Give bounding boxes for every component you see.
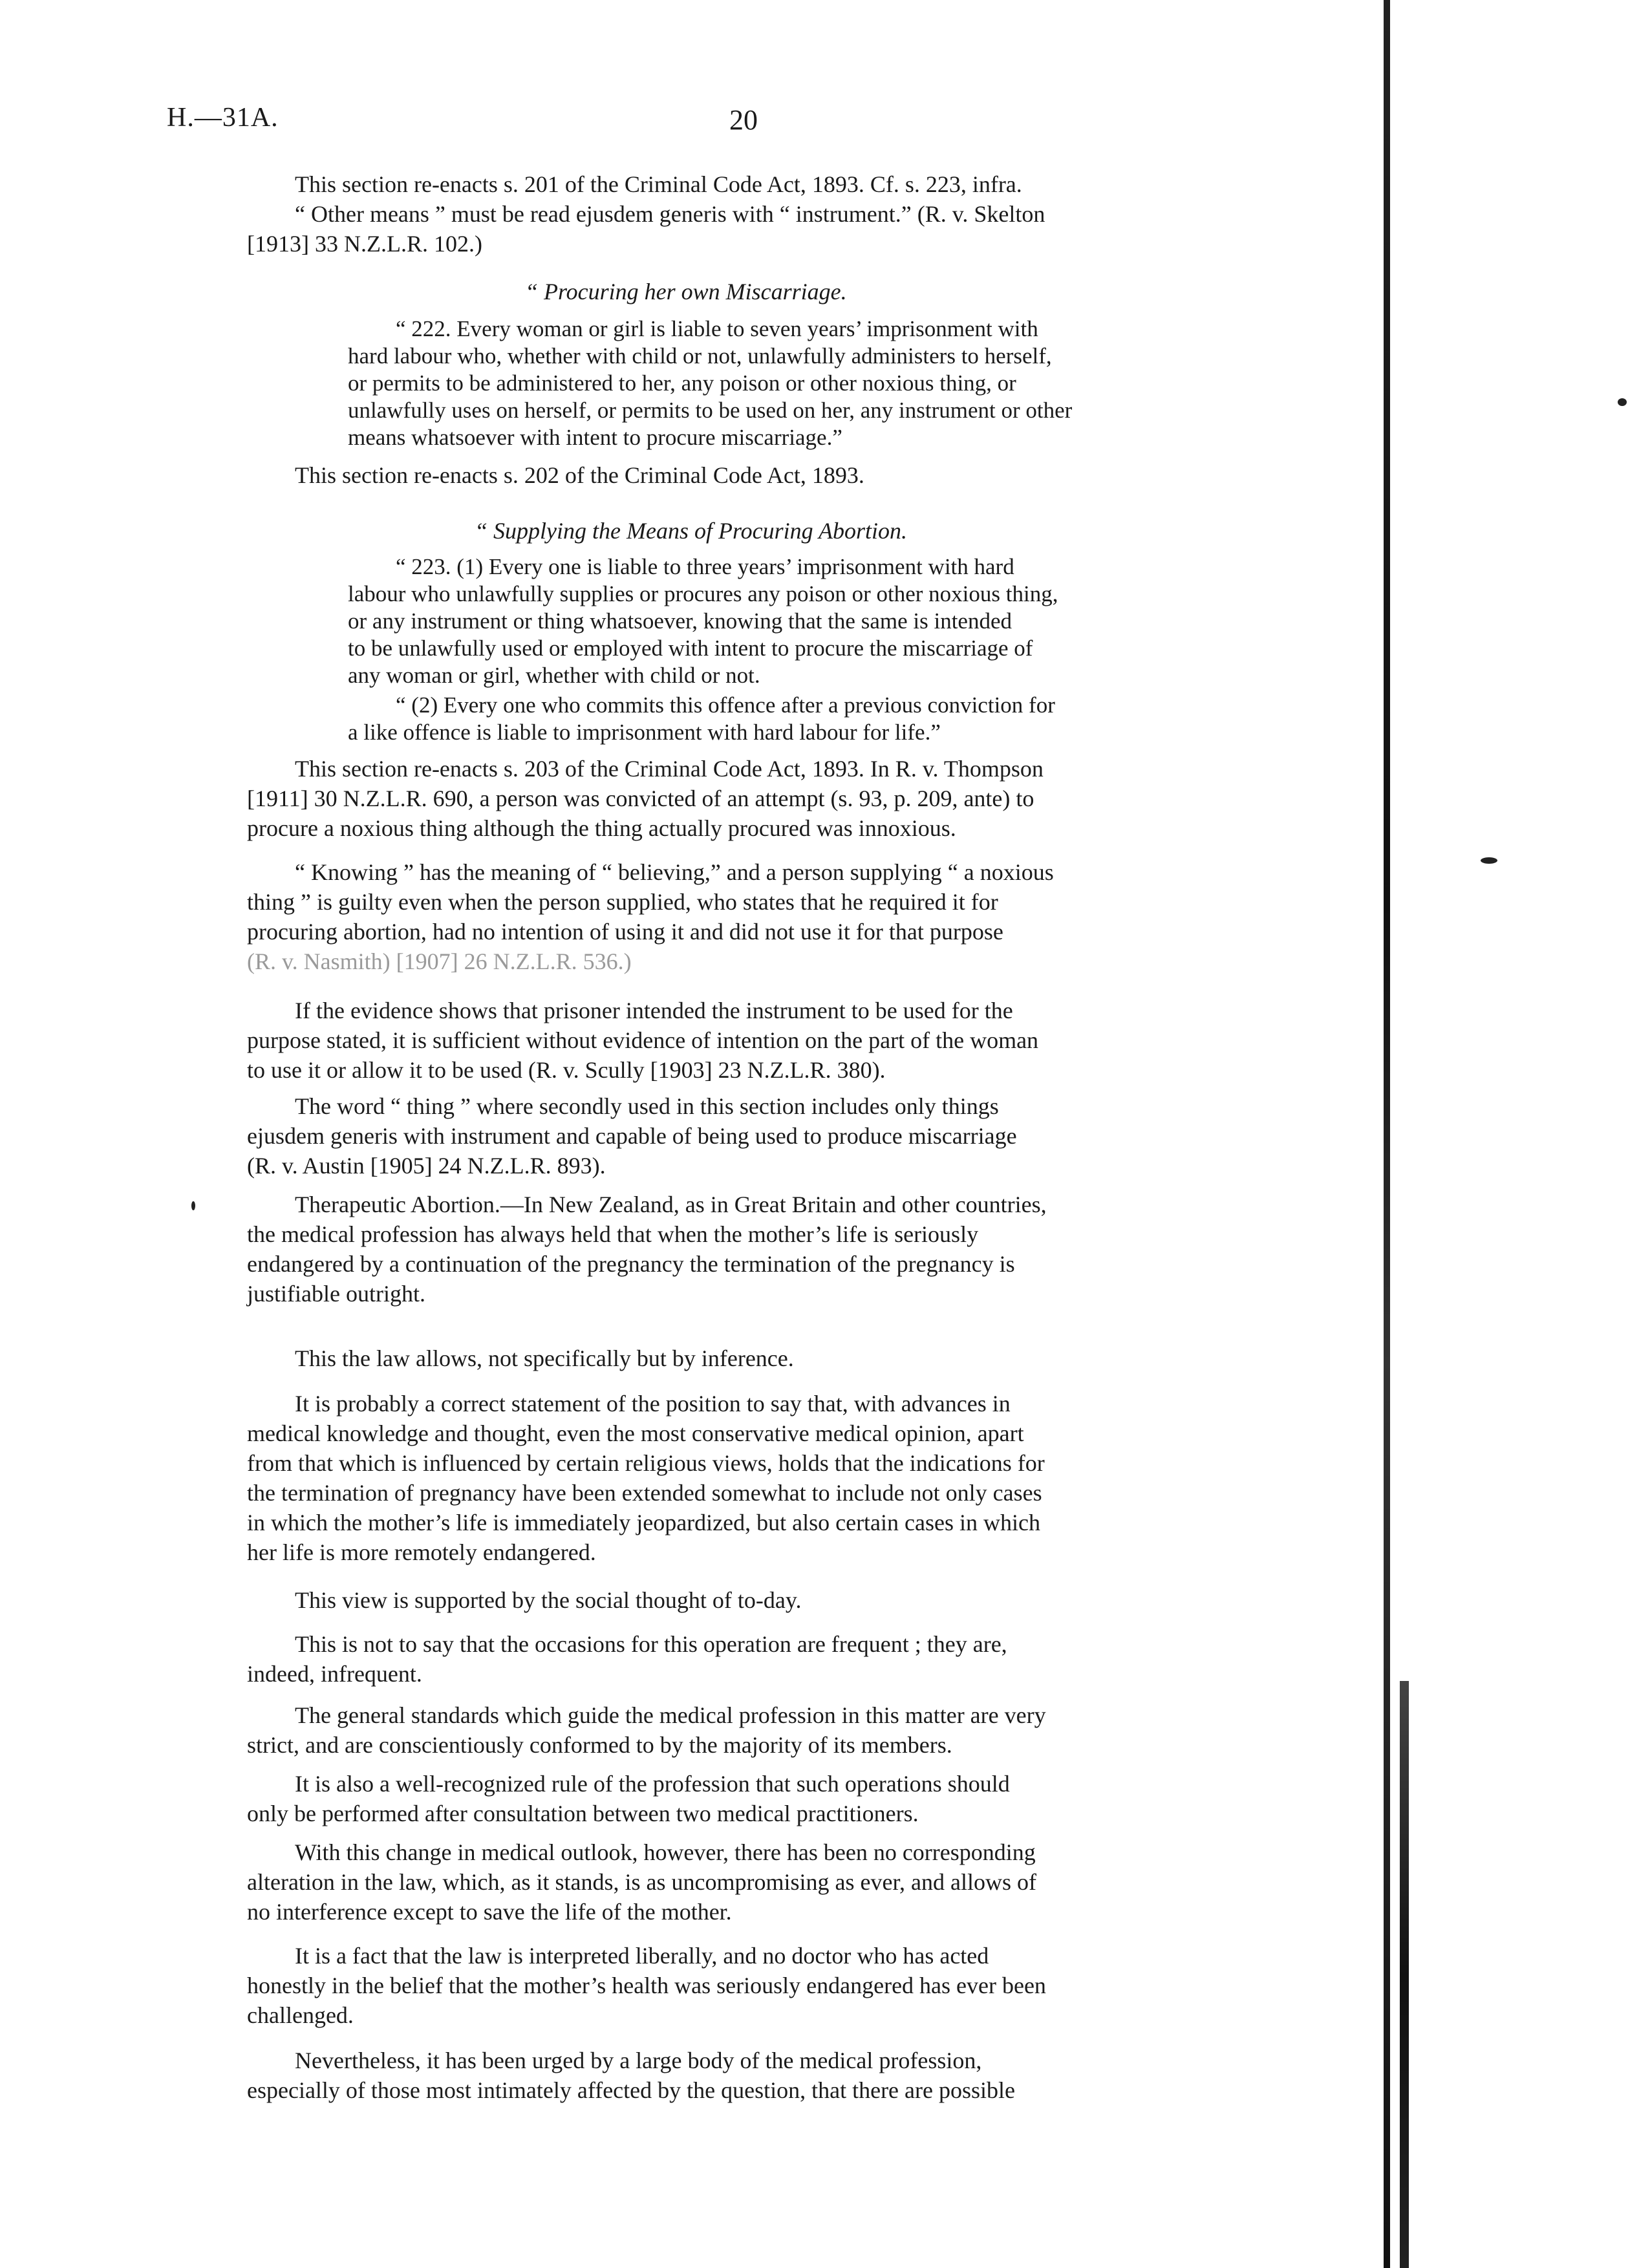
heading-supplying-means: “ Supplying the Means of Procuring Abortion.	[475, 518, 907, 544]
paragraph-s223-note: This section re-enacts s. 203 of the Criminal Code Act, 1893. In R. v. Thompson [1911] 30 N.Z.L.R. 690, a person was convicted of an attempt (s. 93, p. 209, ante) to procure a noxious thing although the thing actually procured was innoxious.	[247, 756, 1044, 841]
section-222-text: “ 222. Every woman or girl is liable to seven years’ imprisonment with hard labour who, whether with child or not, unlawfully administers to herself, or permits to be administered to her, any poison or other noxious thing, or unlawfully uses on herself, or permits to be used on her, any instrument or other means whatsoever with intent to procure miscarriage.”	[348, 316, 1073, 450]
paragraph-medical-opinion: It is probably a correct statement of the position to say that, with advances in medical knowledge and thought, even the most conservative medical opinion, apart from that which is influenced by certain religious views, holds that the indications for the termination of pregnancy have been extended somewhat to include not only cases in which the mother’s life is immediately jeopardized, but also certain cases in which her life is more remotely endangered.	[247, 1391, 1045, 1565]
scan-edge-shadow-lower	[1400, 1681, 1409, 2268]
heading-procuring-own-miscarriage: “ Procuring her own Miscarriage.	[525, 279, 847, 305]
page-number: 20	[729, 104, 758, 136]
section-223-1-text: “ 223. (1) Every one is liable to three years’ imprisonment with hard labour who unlawfully supplies or procures any poison or other noxious thing, or any instrument or thing whatsoever, knowing that the same is intended to be unlawfully used or employed with intent to procure the miscarriage of any woman or girl, whether with child or not.	[348, 554, 1058, 688]
paragraph-medical-outlook: With this change in medical outlook, however, there has been no corresponding alteration in the law, which, as it stands, is as uncompromising as ever, and allows of no interference except to save the life of the mother.	[247, 1839, 1036, 1925]
paragraph-s222-note: This section re-enacts s. 202 of the Criminal Code Act, 1893.	[295, 462, 864, 488]
paragraph-thing: The word “ thing ” where secondly used in this section includes only things ejusdem generis with instrument and capable of being used to produce miscarriage (R. v. Austin [1905] 24 N.Z.L.R. 893).	[247, 1093, 1017, 1179]
paragraph-s221-note: This section re-enacts s. 201 of the Criminal Code Act, 1893. Cf. s. 223, infra. “ Other means ” must be read ejusdem generis with “ instrument.” (R. v. Skelton [1913] 33 N.Z.L.R. 102.)	[247, 171, 1045, 257]
paragraph-therapeutic-abortion: Therapeutic Abortion.—In New Zealand, as in Great Britain and other countries, the medical profession has always held that when the mother’s life is seriously endangered by a continuation of the pregnancy the termination of the pregnancy is justifiable outright.	[247, 1192, 1047, 1307]
paragraph-evidence: If the evidence shows that prisoner intended the instrument to be used for the purpose stated, it is sufficient without evidence of intention on the part of the woman to use it or allow it to be used (R. v. Scully [1903] 23 N.Z.L.R. 380).	[247, 998, 1039, 1083]
paragraph-law-allows: This the law allows, not specifically but by inference.	[295, 1345, 794, 1371]
scan-speck	[191, 1201, 195, 1210]
section-223-2-text: “ (2) Every one who commits this offence after a previous conviction for a like offence is liable to imprisonment with hard labour for life.”	[348, 692, 1055, 745]
report-reference: H.—31A.	[167, 103, 279, 133]
scan-edge-shadow	[1384, 0, 1390, 2268]
paragraph-consultation: It is also a well-recognized rule of the profession that such operations should only be performed after consultation between two medical practitioners.	[247, 1771, 1010, 1826]
paragraph-social-thought: This view is supported by the social thought of to-day.	[295, 1587, 802, 1613]
scan-speck	[1618, 398, 1627, 406]
paragraph-infrequent: This is not to say that the occasions for this operation are frequent ; they are, indeed, infrequent.	[247, 1631, 1007, 1687]
paragraph-general-standards: The general standards which guide the medical profession in this matter are very strict, and are conscientiously conformed to by the majority of its members.	[247, 1702, 1046, 1758]
paragraph-knowing: “ Knowing ” has the meaning of “ believing,” and a person supplying “ a noxious thing ” is guilty even when the person supplied, who states that he required it for procuring abortion, had no intention of using it and did not use it for that purpose (R. v. Nasmith) [1907] 26 N.Z.L.R. 536.)	[247, 859, 1054, 974]
scan-speck	[1481, 857, 1497, 864]
paragraph-nevertheless: Nevertheless, it has been urged by a large body of the medical profession, especially of those most intimately affected by the question, that there are possible	[247, 2048, 1015, 2103]
paragraph-interpreted-liberally: It is a fact that the law is interpreted liberally, and no doctor who has acted honestly in the belief that the mother’s health was seriously endangered has ever been challenged.	[247, 1943, 1046, 2028]
